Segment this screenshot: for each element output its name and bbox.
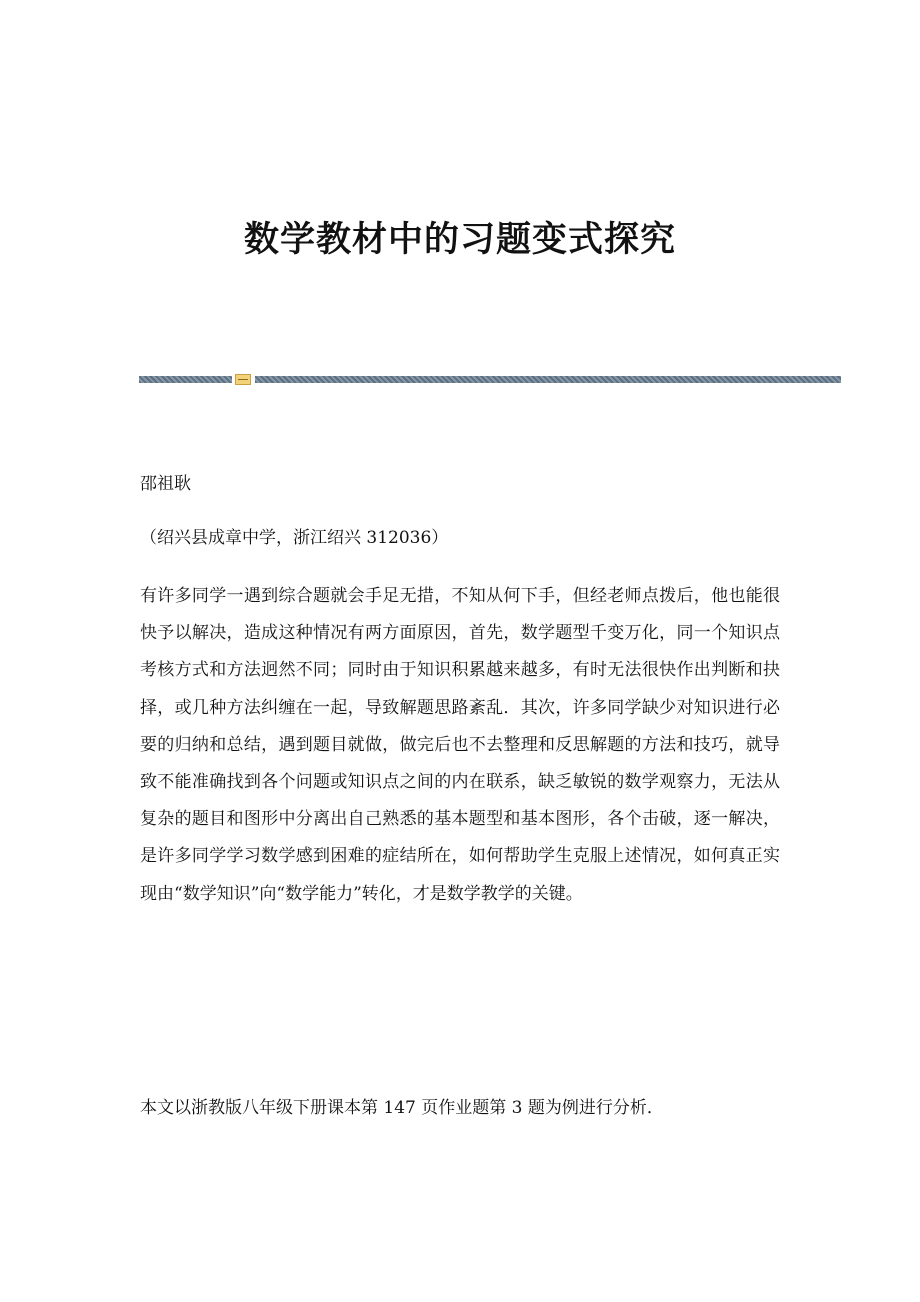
- title-divider: [139, 374, 841, 386]
- body-paragraph-example: 本文以浙教版八年级下册课本第 147 页作业题第 3 题为例进行分析．: [140, 1098, 664, 1118]
- body-paragraph-intro: 有许多同学一遇到综合题就会手足无措，不知从何下手，但经老师点拨后，他也能很快予以解决，造成这种情况有两方面原因，首先，数学题型千变万化，同一个知识点考核方式和方法迥然不同；同时由于知识积累越来越多，有时无法很快作出判断和抉择，或几种方法纠缠在一起，导致解题思路紊乱．其次，许多同学缺少对知识进行必要的归纳和总结，遇到题目就做，做完后也不去整理和反思解题的方法和技巧，就导致不能准确找到各个问题或知识点之间的内在联系，缺乏敏锐的数学观察力，无法从复杂的题目和图形中分离出自己熟悉的基本题型和基本图形，各个击破，逐一解决，是许多同学学习数学感到困难的症结所在，如何帮助学生克服上述情况，如何真正实现由“数学知识”向“数学能力”转化，才是数学教学的关键。: [140, 586, 780, 904]
- page-title: 数学教材中的习题变式探究: [243, 220, 676, 260]
- divider-ornament-icon: [235, 374, 251, 385]
- divider-bar-right: [255, 376, 841, 383]
- author-name: 邵祖耿: [140, 474, 191, 494]
- divider-bar-left: [139, 376, 232, 383]
- author-affiliation: （绍兴县成章中学，浙江绍兴 312036）: [140, 528, 449, 548]
